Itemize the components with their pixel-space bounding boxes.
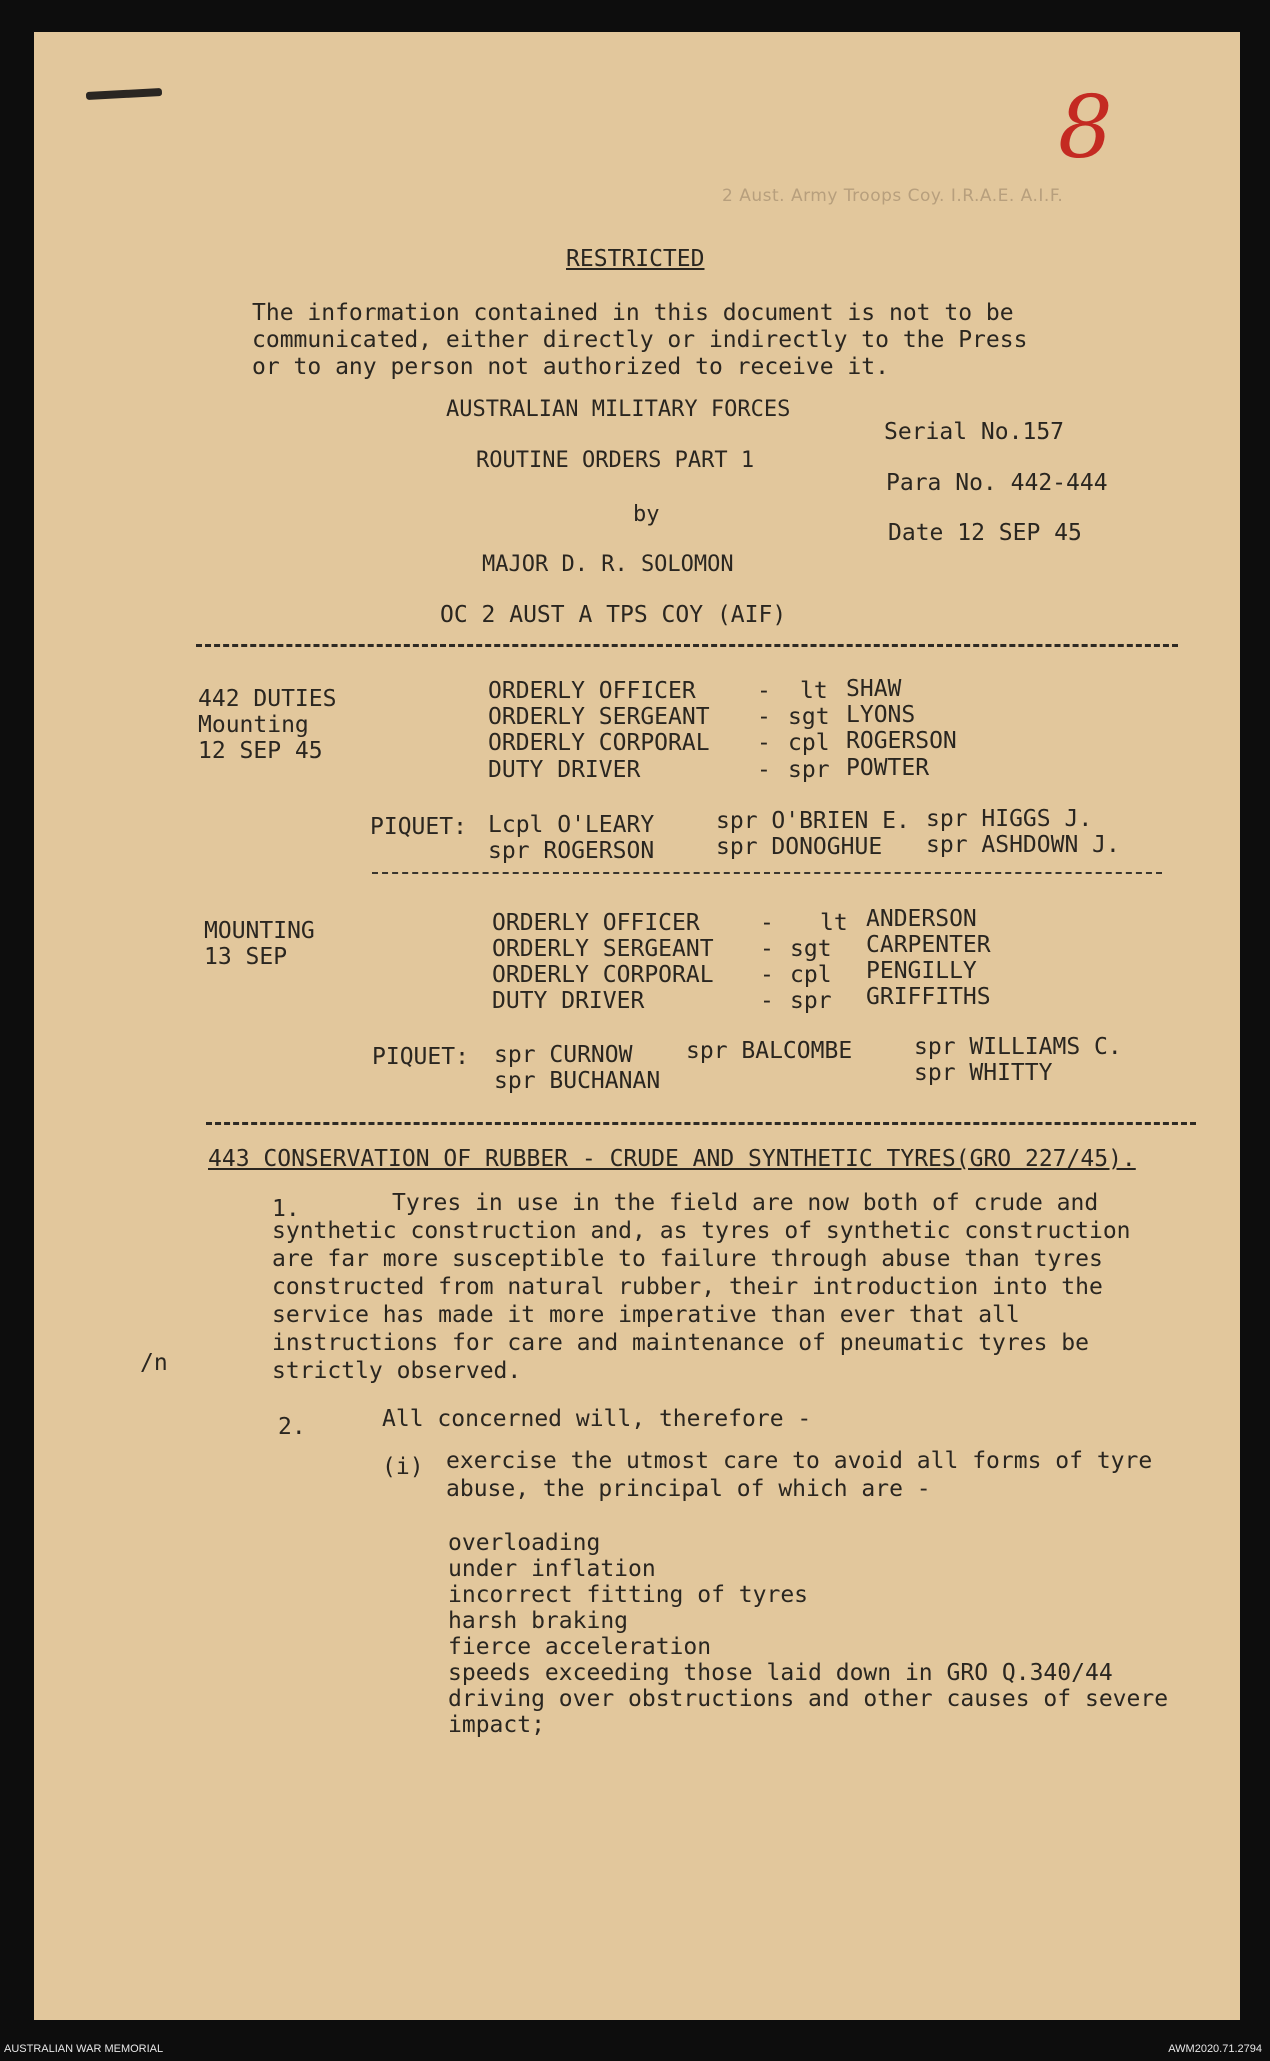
unit-stamp: 2 Aust. Army Troops Coy. I.R.A.E. A.I.F. — [722, 186, 1064, 206]
divider — [372, 872, 1162, 874]
piquet-member: spr O'BRIEN E. — [716, 808, 910, 834]
item-line: abuse, the principal of which are - — [446, 1476, 931, 1502]
order-date: Date 12 SEP 45 — [888, 520, 1082, 546]
piquet-member: spr ROGERSON — [488, 838, 655, 864]
duty-role: DUTY DRIVER — [488, 757, 641, 783]
margin-note: /n — [140, 1350, 168, 1376]
para-line: Tyres in use in the field are now both of crude and — [392, 1190, 1099, 1216]
duty-rank: cpl — [790, 962, 832, 988]
notice-line: The information contained in this document is not to be — [252, 300, 1014, 326]
issuing-officer: MAJOR D. R. SOLOMON — [482, 552, 734, 577]
duty-role: ORDERLY CORPORAL — [492, 962, 714, 988]
duty-sep: - — [760, 936, 774, 962]
item-number: (i) — [382, 1454, 424, 1480]
duty-rank: spr — [790, 988, 832, 1014]
serial-number: Serial No.157 — [884, 419, 1065, 445]
duty-name: ANDERSON — [866, 906, 977, 932]
duties-label: 13 SEP — [204, 944, 288, 970]
piquet-label: PIQUET: — [372, 1044, 469, 1070]
piquet-member: spr BALCOMBE — [686, 1038, 853, 1064]
para-line: synthetic construction and, as tyres of synthetic construction — [272, 1218, 1131, 1244]
item-line: exercise the utmost care to avoid all forms of tyre — [446, 1448, 1153, 1474]
abuse-item: incorrect fitting of tyres — [448, 1582, 809, 1608]
duty-sep: - — [757, 678, 771, 704]
forces-title: AUSTRALIAN MILITARY FORCES — [446, 397, 791, 422]
divider — [196, 644, 1178, 647]
notice-line: or to any person not authorized to receive it. — [252, 354, 889, 380]
piquet-member: Lcpl O'LEARY — [488, 812, 655, 838]
piquet-member: spr ASHDOWN J. — [926, 832, 1120, 858]
duty-sep: - — [760, 910, 774, 936]
duty-role: ORDERLY SERGEANT — [492, 936, 714, 962]
duty-sep: - — [760, 962, 774, 988]
duty-name: PENGILLY — [866, 958, 977, 984]
duty-rank: spr — [788, 757, 830, 783]
duty-role: ORDERLY CORPORAL — [488, 730, 710, 756]
duty-name: GRIFFITHS — [866, 984, 991, 1010]
piquet-member: spr WHITTY — [914, 1060, 1053, 1086]
footer-accession: AWM2020.71.2794 — [1168, 2043, 1262, 2055]
abuse-item: fierce acceleration — [448, 1634, 712, 1660]
abuse-item: under inflation — [448, 1556, 656, 1582]
duty-sep: - — [757, 704, 771, 730]
piquet-member: spr HIGGS J. — [926, 806, 1093, 832]
duty-name: ROGERSON — [846, 728, 957, 754]
duties-label: Mounting — [198, 712, 309, 738]
para-line: are far more susceptible to failure through abuse than tyres — [272, 1246, 1103, 1272]
unit-name: OC 2 AUST A TPS COY (AIF) — [440, 602, 787, 628]
duty-role: ORDERLY OFFICER — [488, 678, 696, 704]
abuse-item: overloading — [448, 1530, 601, 1556]
piquet-member: spr CURNOW — [494, 1042, 633, 1068]
orders-title: ROUTINE ORDERS PART 1 — [476, 448, 755, 473]
abuse-item: speeds exceeding those laid down in GRO Q.340/44 — [448, 1660, 1113, 1686]
para-line: constructed from natural rubber, their introduction into the — [272, 1274, 1103, 1300]
duties-label: 442 DUTIES — [198, 686, 337, 712]
duties-label: 12 SEP 45 — [198, 738, 323, 764]
duty-rank: sgt — [790, 936, 832, 962]
duty-sep: - — [757, 730, 771, 756]
duty-role: ORDERLY SERGEANT — [488, 704, 710, 730]
duty-name: POWTER — [846, 755, 930, 781]
duty-rank: lt — [800, 678, 828, 704]
duty-rank: lt — [820, 910, 848, 936]
piquet-member: spr WILLIAMS C. — [914, 1034, 1122, 1060]
duty-sep: - — [757, 757, 771, 783]
duty-rank: sgt — [788, 704, 830, 730]
abuse-item: driving over obstructions and other causes of severe — [448, 1686, 1169, 1712]
footer-credit: AUSTRALIAN WAR MEMORIAL — [4, 2043, 164, 2055]
duty-rank: cpl — [788, 730, 830, 756]
abuse-item: impact; — [448, 1712, 545, 1738]
page-number: 8 — [1058, 78, 1113, 178]
duties-label: MOUNTING — [204, 918, 315, 944]
restricted-heading: RESTRICTED — [566, 246, 705, 272]
section-heading: 443 CONSERVATION OF RUBBER - CRUDE AND SYNTHETIC TYRES(GRO 227/45). — [208, 1146, 1136, 1172]
piquet-member: spr DONOGHUE — [716, 834, 883, 860]
duty-role: ORDERLY OFFICER — [492, 910, 700, 936]
piquet-label: PIQUET: — [370, 814, 467, 840]
para-number: 2. — [278, 1414, 306, 1440]
by-text: by — [633, 502, 660, 527]
para-number: Para No. 442-444 — [886, 470, 1108, 496]
para-line: strictly observed. — [272, 1358, 522, 1384]
notice-line: communicated, either directly or indirectly to the Press — [252, 327, 1028, 353]
para-number: 1. — [272, 1196, 300, 1222]
duty-role: DUTY DRIVER — [492, 988, 645, 1014]
divider — [206, 1122, 1196, 1125]
duty-sep: - — [760, 988, 774, 1014]
para-line: service has made it more imperative than ever that all — [272, 1302, 1020, 1328]
duty-name: CARPENTER — [866, 932, 991, 958]
piquet-member: spr BUCHANAN — [494, 1068, 661, 1094]
abuse-item: harsh braking — [448, 1608, 629, 1634]
duty-name: SHAW — [846, 676, 902, 702]
para-line: instructions for care and maintenance of pneumatic tyres be — [272, 1330, 1089, 1356]
duty-name: LYONS — [846, 702, 916, 728]
para-line: All concerned will, therefore - — [382, 1406, 812, 1432]
